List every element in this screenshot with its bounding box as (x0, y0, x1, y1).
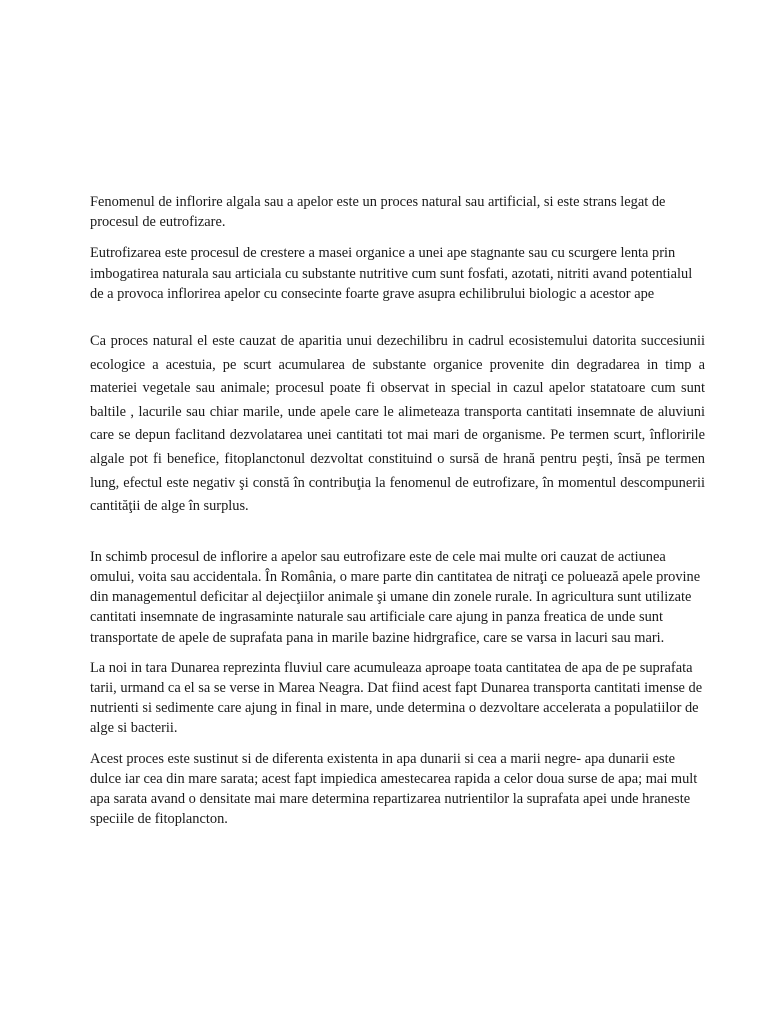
paragraph-natural-process: Ca proces natural el este cauzat de aparitia unui dezechilibru in cadrul ecosistemului datorita succesiunii ecologice a acestuia, pe scurt acumularea de substante organice provenite din degradarea in timp a materiei vegetale sau animale; procesul poate fi observat in special in cazul apelor statatoare cum sunt baltile , lacurile sau chiar marile, unde apele care le alimeteaza transporta cantitati insemnate de aluviuni care se depun faclitand dezvolatarea unei cantitati tot mai mari de organisme. Pe termen scurt, înfloririle algale pot fi benefice, fitoplanctonul dezvoltat constituind o sursă de hrană pentru peşti, însă pe termen lung, efectul este negativ şi constă în contribuţia la fenomenul de eutrofizare, în momentul descompunerii cantităţii de alge în surplus. (90, 333, 705, 515)
paragraph-human-cause: In schimb procesul de inflorire a apelor sau eutrofizare este de cele mai multe ori cauzat de actiunea omului, voita sau accidentala. În România, o mare parte din cantitatea de nitraţi ce poluează apele provine din managementul deficitar al dejecţiilor animale şi umane din zonele rurale. In agricultura sunt utilizate cantitati insemnate de ingrasaminte naturale sau artificiale care ajung in panza freatica de unde sunt transportate de apele de suprafata pana in marile bazine hidrgrafice, care se varsa in lacuri sau mari. (90, 548, 701, 646)
paragraph-danube: La noi in tara Dunarea reprezinta fluviul care acumuleaza aproape toata cantitatea de apa de pe suprafata tarii, urmand ca el sa se verse in Marea Neagra. Dat fiind acest fapt Dunarea transporta cantitati imense de nutrienti si sedimente care ajung in final in mare, unde determina o dezvoltare accelerata a populatiilor de alge si bacterii. (90, 659, 703, 737)
paragraph-salinity-difference: Acest proces este sustinut si de diferenta existenta in apa dunarii si cea a marii negre- apa dunarii este dulce iar cea din mare sarata; acest fapt impiedica amestecarea rapida a celor doua surse de apa; mai mult apa sarata avand o densitate mai mare determina repartizarea nutrientilor la suprafata apei unde hraneste speciile de fitoplancton. (90, 750, 698, 828)
document-page (90, 192, 705, 829)
paragraph-intro: Fenomenul de inflorire algala sau a apelor este un proces natural sau artificial, si este strans legat de procesul de eutrofizare. (90, 194, 666, 231)
paragraph-eutrophication-definition: Eutrofizarea este procesul de crestere a masei organice a unei ape stagnante sau cu scurgere lenta prin imbogatirea naturala sau articiala cu substante nutritive cum sunt fosfati, azotati, nitriti avand potentialul de a provoca inflorirea apelor cu consecinte foarte grave asupra echilibrului biologic a acestor ape (90, 245, 693, 302)
